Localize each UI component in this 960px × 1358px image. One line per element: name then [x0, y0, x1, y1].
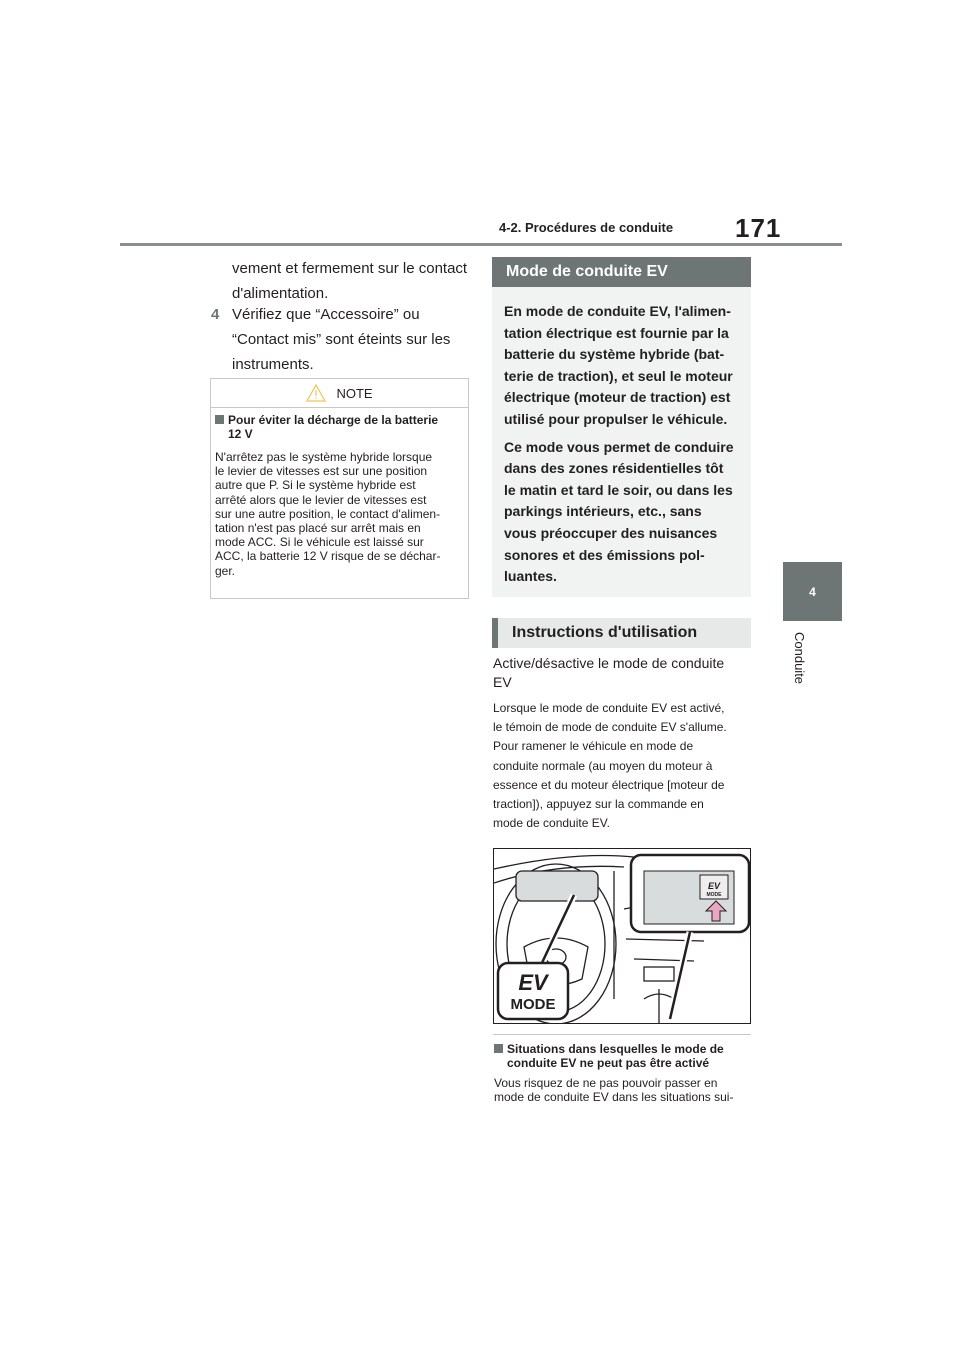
intro-box — [492, 287, 751, 597]
text-line: Lorsque le mode de conduite EV est activé, — [493, 701, 725, 715]
text-line: le matin et tard le soir, ou dans les — [504, 481, 733, 498]
note-header — [211, 379, 468, 407]
inset-button-ev: EV — [707, 881, 721, 891]
text-line: “Contact mis” sont éteints sur les — [232, 331, 451, 348]
section-title-bar — [492, 257, 751, 287]
text-line: Vous risquez de ne pas pouvoir passer en — [494, 1076, 718, 1090]
subsection-title — [494, 1042, 750, 1070]
text-line: conduite normale (au moyen du moteur à — [493, 758, 713, 773]
text-line: Pour ramener le véhicule en mode de — [493, 739, 694, 754]
text-line: le levier de vitesses est sur une position — [215, 464, 428, 479]
text-line: sonores et des émissions pol- — [504, 546, 705, 563]
badge-ev-text: EV — [518, 970, 548, 995]
detail-text — [493, 699, 751, 833]
text-line: 12 V — [228, 427, 253, 441]
text-line: EV — [493, 674, 512, 690]
text-line: instruments. — [232, 356, 314, 373]
note-box — [210, 378, 469, 599]
note-label: NOTE — [336, 385, 373, 401]
warning-triangle-icon — [306, 384, 326, 402]
text-line: dans des zones résidentielles tôt — [504, 460, 724, 477]
step-text — [232, 302, 472, 377]
text-line: Ce mode vous permet de conduire — [504, 438, 734, 455]
inset-button-mode: MODE — [706, 892, 722, 898]
note-divider — [211, 407, 468, 408]
step-number: 4 — [211, 306, 220, 323]
intro-paragraph — [504, 437, 739, 588]
text-line: ger. — [215, 563, 236, 578]
text-line: essence et du moteur électrique [moteur de — [493, 777, 725, 792]
note-title — [215, 413, 465, 441]
page-number: 171 — [735, 213, 782, 243]
text-line: En mode de conduite EV, l'alimen- — [504, 303, 731, 319]
instructions-title-bar — [492, 618, 751, 648]
square-bullet-icon — [494, 1044, 503, 1053]
intro-paragraph — [504, 301, 739, 431]
text-line: conduite EV ne peut pas être activé — [507, 1056, 710, 1070]
running-header-section: 4-2. Procédures de conduite — [499, 220, 674, 235]
text-line: tation n'est pas placé sur arrêt mais en — [215, 521, 421, 536]
text-line: Vérifiez que “Accessoire” ou — [232, 306, 420, 323]
chapter-tab-label: Conduite — [792, 632, 807, 685]
text-line: utilisé pour propulser le véhicule. — [504, 410, 728, 427]
toggle-description — [493, 654, 751, 692]
text-line: d'alimentation. — [232, 285, 329, 302]
text-line: Active/désactive le mode de conduite — [493, 655, 725, 671]
square-bullet-icon — [215, 415, 224, 424]
text-line: mode de conduite EV dans les situations sui- — [494, 1090, 734, 1105]
section-title: Mode de conduite EV — [506, 263, 668, 280]
header-rule — [120, 243, 842, 246]
text-line: sur une autre position, le contact d'alimen- — [215, 506, 441, 521]
text-line: terie de traction), et seul le moteur — [504, 367, 733, 384]
text-line: N'arrêtez pas le système hybride lorsque — [215, 450, 433, 464]
text-line: le témoin de mode de conduite EV s'allume. — [493, 720, 727, 735]
chapter-tab-number: 4 — [809, 584, 816, 599]
text-line: mode de conduite EV. — [493, 816, 610, 831]
badge-mode-text: MODE — [510, 996, 556, 1013]
text-line: luantes. — [504, 568, 557, 585]
note-body — [215, 450, 467, 578]
instructions-title: Instructions d'utilisation — [512, 624, 698, 641]
text-line: tation électrique est fournie par la — [504, 324, 729, 341]
text-line: arrêté alors que le levier de vitesses est — [215, 492, 427, 507]
text-line: autre que P. Si le système hybride est — [215, 478, 416, 493]
text-line: vous préoccuper des nuisances — [504, 524, 718, 541]
text-line: traction]), appuyez sur la commande en — [493, 797, 704, 812]
text-line: ACC, la batterie 12 V risque de se déchar- — [215, 549, 441, 564]
dashboard-drawing — [494, 849, 751, 1024]
continued-text — [232, 256, 472, 306]
text-line: Pour éviter la décharge de la batterie — [228, 413, 439, 427]
text-line: vement et fermement sur le contact — [232, 260, 468, 277]
text-line: parkings intérieurs, etc., sans — [504, 503, 702, 520]
text-line: mode ACC. Si le véhicule est laissé sur — [215, 535, 424, 550]
chapter-tab[interactable] — [783, 562, 842, 621]
ev-mode-illustration — [493, 848, 751, 1024]
text-line: batterie du système hybride (bat- — [504, 346, 725, 363]
text-line: électrique (moteur de traction) est — [504, 389, 731, 406]
figure-divider — [493, 1034, 751, 1035]
subsection-body — [494, 1076, 752, 1105]
text-line: Situations dans lesquelles le mode de — [507, 1042, 724, 1056]
